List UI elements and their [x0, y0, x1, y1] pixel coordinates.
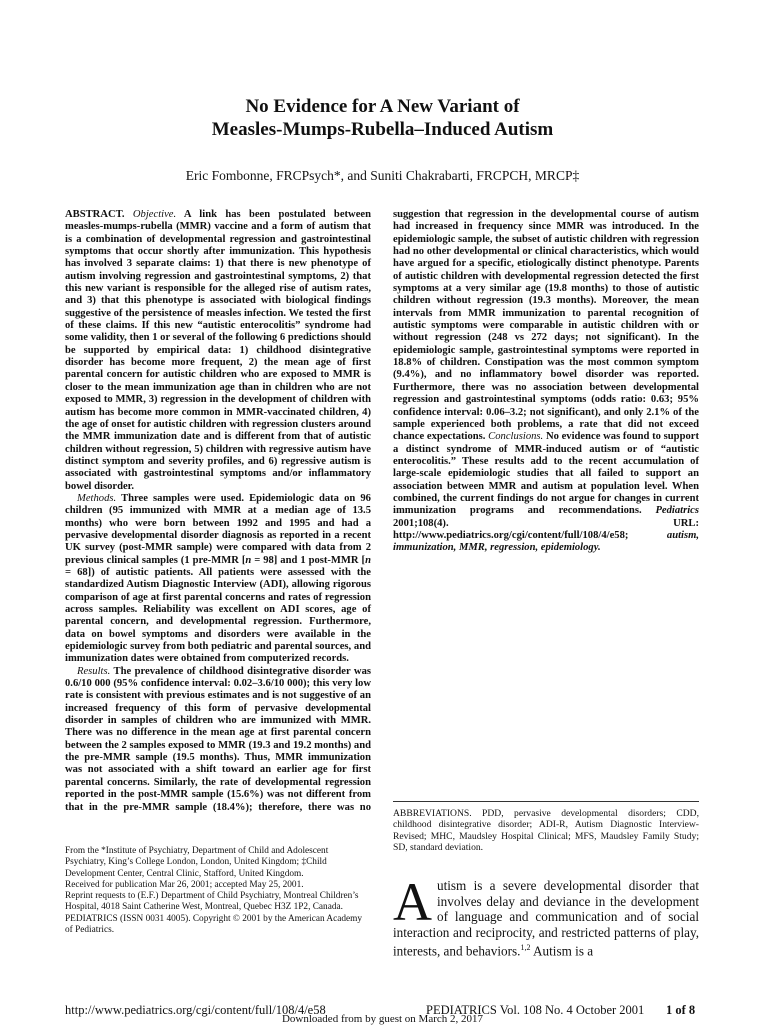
objective-text: A link has been postulated between measles-mumps-rubella (MMR) vaccine and a form of autism that is a combination of developmental regression and gastrointestinal symptoms that occur shortly after immunization. This hypothesis has involved 3 separate claims: 1) that there is new phenotype of autism involving regression and gastrointestinal symptoms, 2) that this new variant is responsible for the alleged rise of autism rates, and 3) that this phenotype is associated with biological findings suggestive of the persistence of measles infection. We tested the first of these claims. If this new “autistic enterocolitis” syndrome had some validity, then 1 or several of the following 6 predictions should be supported by empirical data: 1) childhood disintegrative disorder has become more frequent, 2) the mean age of first parental concern for autistic children who are exposed to MMR is closer to the mean immunization age than in children who are not exposed to MMR, 3) regression in the development of children with autism has become more common in MMR-vaccinated children, 4) the age of onset for autistic children with regression clusters around the MMR immunization date and is different from that of autistic children without regression, 5) children with regressive autism have distinct symptom and severity profiles, and 6) regressive autism is associated with gastrointestinal symptoms and/or inflammatory bowel disorder.	[65, 209, 371, 492]
title-line-1: No Evidence for A New Variant of	[245, 96, 520, 117]
abstract-label: ABSTRACT.	[65, 209, 125, 220]
keywords: autism, immunization, MMR, regression, epidemiology.	[393, 529, 699, 554]
paper-title	[0, 95, 765, 141]
introduction-text	[393, 872, 699, 959]
results-text: The prevalence of childhood disintegrative disorder was 0.6/10 000 (95% confidence interval: 0.02–3.6/10 000); this very low rate is consistent with previous estimates and is not suggestive of an increased frequency of this form of pervasive developmental disorder in samples of children who are immunized with MMR. There was no difference in the mean age at first parental concern between the 2 samples exposed to MMR (19.3 and 19.2 months) and the pre-MMR sample (19.5 months). Thus, MMR immunization was not associated with a shift toward an earlier age for first parental concerns. Similarly, the rate of developmental regression reported in the post-MMR sample (15.6%) was not different from that in the pre-MMR sample (18.4%); therefore, there was no suggestion that regression in the developmental course of autism had increased in frequency since MMR was introduced. In the epidemiologic sample, the subset of autistic children with regression had no other developmental or clinical characteristics, which would have argued for a specific, etiologically distinct phenotype. Parents of autistic children with developmental regression detected the first symptoms at a very similar age (19.8 months) to those of autistic children without regression (19.3 months). Moreover, the mean intervals from MMR immunization to parental recognition of autistic symptoms were comparable in autistic children with or without regression (248 vs 272 days; not significant). In the epidemiologic sample, gastrointestinal symptoms were reported in 18.8% of children. Constipation was the most common symptom (9.4%), and no inflammatory bowel disorder was reported. Furthermore, there was no association between developmental regression and gastrointestinal symptoms (odds ratio: 0.63; 95% confidence interval: 0.06–3.2; not significant), and only 2.1% of the sample experienced both problems, a rate that did not exceed chance expectations.	[65, 209, 699, 813]
reference-superscript: 1,2	[520, 943, 531, 952]
intro-continuation: Autism is a	[530, 943, 594, 959]
footnote-received: Received for publication Mar 26, 2001; accepted May 25, 2001.	[65, 879, 304, 890]
footnote-reprints: Reprint requests to (E.F.) Department of Child Psychiatry, Montreal Children’s Hospital, 4018 Saint Catherine West, Montreal, Quebec H3Z 1P2, Canada.	[65, 891, 359, 913]
footnotes	[65, 846, 371, 936]
methods-text-b: = 98] and 1 post-MMR [	[251, 554, 366, 566]
conclusions-text-b: 2001;108(4). URL: http://www.pediatrics.org/cgi/content/full/108/4/e58;	[393, 517, 699, 541]
title-line-2: Measles-Mumps-Rubella–Induced Autism	[211, 119, 554, 140]
n-symbol: n	[365, 554, 371, 566]
author-list: Eric Fombonne, FRCPsych*, and Suniti Chakrabarti, FRCPCH, MRCP‡	[185, 168, 580, 183]
footnote-issn: PEDIATRICS (ISSN 0031 4005). Copyright © 2001 by the American Academy of Pediatrics.	[65, 913, 363, 936]
intro-paragraph: utism is a severe developmental disorder that involves delay and deviance in the development of language and communication and of social interaction and reciprocity, and restricted patterns of play, interests, and behaviors.	[393, 878, 699, 959]
abbreviations: ABBREVIATIONS. PDD, pervasive developmental disorders; CDD, childhood disintegrative disorder; ADI-R, Autism Diagnostic Interview-Revised; MHC, Maudsley Hospital Clinical; MFS, Maudsley Family Study; SD, standard deviation.	[393, 808, 699, 853]
objective-label: Objective.	[132, 209, 177, 220]
footer-journal: PEDIATRICS Vol. 108 No. 4 October 2001	[426, 1003, 645, 1017]
n-symbol: n	[245, 554, 252, 566]
drop-cap: A	[393, 872, 432, 932]
footnote-affiliations: From the *Institute of Psychiatry, Department of Child and Adolescent Psychiatry, King’s College London, London, United Kingdom; ‡Child Development Center, Central Clinic, Stafford, United Kingdom.	[65, 846, 329, 879]
abstract-left-column	[65, 209, 699, 815]
abstract-methods	[65, 493, 371, 666]
abstract-objective	[65, 209, 371, 493]
methods-text-a: Three samples were used. Epidemiologic data on 96 children (95 immunized with MMR at a median age of 13.5 months) who were born between 1992 and 1995 and had a pervasive developmental disorder diagnosis as reported in a recent UK survey (post-MMR sample) were compared with data from 2 previous clinical samples (1 pre-MMR [	[65, 492, 371, 566]
conclusions-text-a: No evidence was found to support a distinct syndrome of MMR-induced autism or of “autistic enterocolitis.” These results add to the recent accumulation of large-scale epidemiologic studies that all failed to support an association between MMR and autism at population level. When combined, the current findings do not argue for changes in current immunization programs and recommendations.	[393, 431, 699, 517]
results-label: Results.	[77, 665, 111, 677]
methods-text-c: = 68]) of autistic patients. All patients were assessed with the standardized Autism Diagnostic Interview (ADI), allowing rigorous comparison of age at first parental concerns and rates of regression across samples. Reliability was excellent on ADI scores, age of parental concern, and developmental regression. Furthermore, data on bowel symptoms and disorders were available in the epidemiologic survey from both pediatric and parental sources, and immunization dates were obtained from computerized records.	[65, 566, 371, 665]
abbreviations-divider	[393, 801, 699, 802]
download-watermark: Downloaded from by guest on March 2, 2017	[281, 1013, 484, 1025]
methods-label: Methods.	[77, 492, 117, 504]
footer-page-number: 1 of 8	[666, 1003, 696, 1017]
journal-citation: Pediatrics	[655, 505, 699, 517]
conclusions-label: Conclusions.	[488, 431, 544, 443]
footer-url[interactable]: http://www.pediatrics.org/cgi/content/full/108/4/e58	[65, 1003, 326, 1017]
